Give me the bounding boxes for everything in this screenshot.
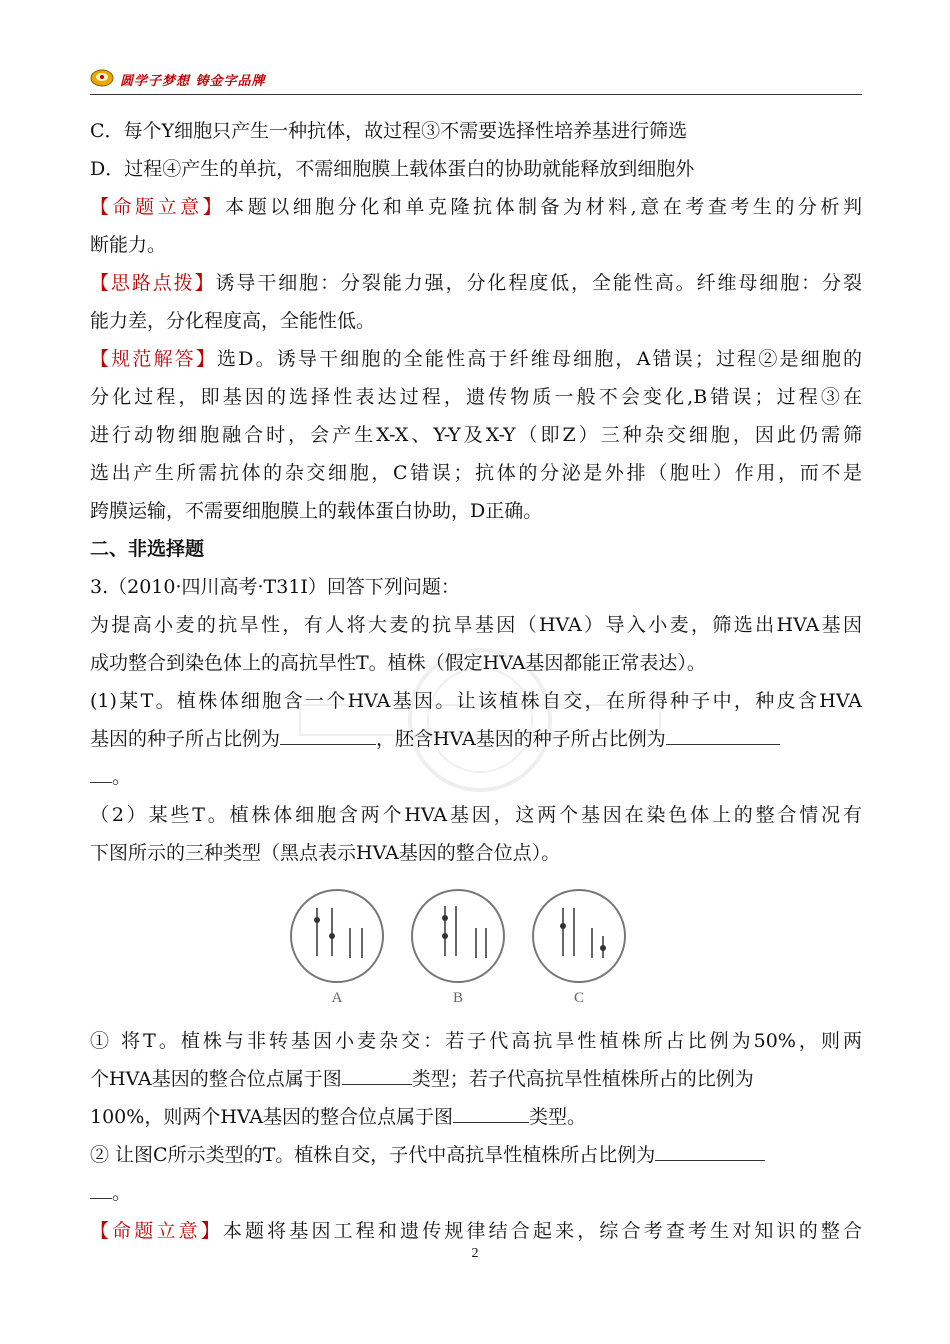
subq2-part2-line-1: ② 让图C所示类型的T。植株自交，子代中高抗旱性植株所占比例为 — [90, 1136, 862, 1174]
circle-c — [533, 890, 625, 982]
section-heading: 二、非选择题 — [90, 538, 205, 560]
figure-label-a: A — [331, 990, 343, 1006]
hva-site — [600, 945, 606, 951]
subq1-line-2: 基因的种子所占比例为 ，胚含HVA基因的种子所占比例为 — [90, 720, 862, 758]
subq2-part2-line-2: 。 — [90, 1174, 862, 1212]
figure-label-c: C — [573, 990, 585, 1006]
answer-line-2: 分化过程，即基因的选择性表达过程，遗传物质一般不会变化,B错误；过程③在 — [90, 386, 862, 408]
answer-blank[interactable] — [655, 1136, 765, 1161]
logo-icon — [90, 68, 114, 88]
circle-b — [412, 890, 504, 982]
answer-blank[interactable] — [280, 720, 376, 745]
answer-line-5: 跨膜运输，不需要细胞膜上的载体蛋白协助，D正确。 — [90, 500, 543, 522]
chromosome-figure — [90, 882, 862, 1022]
subq2-line-1: （2）某些T。植株体细胞含两个HVA基因，这两个基因在染色体上的整合情况有 — [90, 804, 862, 826]
answer-line-4: 选出产生所需抗体的杂交细胞，C错误；抗体的分泌是外排（胞吐）作用，而不是 — [90, 462, 862, 484]
subq1-line-1: (1)某T。植株体细胞含一个HVA基因。让该植株自交，在所得种子中，种皮含HVA — [90, 690, 862, 712]
page-number: 2 — [471, 1246, 479, 1261]
header-slogan: 圆学子梦想 铸金字品牌 — [120, 74, 266, 89]
answer-line-3: 进行动物细胞融合时，会产生X-X、Y-Y及X-Y（即Z）三种杂交细胞，因此仍需筛 — [90, 424, 862, 446]
answer-blank[interactable] — [90, 758, 112, 783]
page-header — [90, 64, 862, 94]
answer-line-1: 【规范解答】选D。诱导干细胞的全能性高于纤维母细胞，A错误；过程②是细胞的 — [90, 348, 862, 370]
chromosome-diagram — [290, 882, 630, 1022]
hva-site — [442, 915, 448, 921]
circle-a — [291, 890, 383, 982]
intent-tag: 【命题立意】 — [90, 196, 226, 218]
option-c: C．每个Y细胞只产生一种抗体，故过程③不需要选择性培养基进行筛选 — [90, 120, 688, 142]
subq2-line-2: 下图所示的三种类型（黑点表示HVA基因的整合位点）。 — [90, 842, 561, 864]
answer-blank[interactable] — [342, 1060, 412, 1085]
answer-blank[interactable] — [90, 1174, 112, 1199]
intent-tag: 【命题立意】 — [90, 1220, 223, 1242]
hint-line-1: 【思路点拨】诱导干细胞：分裂能力强，分化程度低，全能性高。纤维母细胞：分裂 — [90, 272, 862, 294]
hint-tag: 【思路点拨】 — [90, 272, 216, 294]
header-rule — [90, 94, 862, 95]
option-d: D．过程④产生的单抗，不需细胞膜上载体蛋白的协助就能释放到细胞外 — [90, 158, 695, 180]
intent-line-3: 【命题立意】本题将基因工程和遗传规律结合起来，综合考查考生对知识的整合 — [90, 1220, 862, 1242]
answer-tag: 【规范解答】 — [90, 348, 218, 370]
intent-line-2: 断能力。 — [90, 234, 167, 256]
hva-site — [314, 917, 320, 923]
document-body — [90, 112, 862, 1250]
question-stem-1: 为提高小麦的抗旱性，有人将大麦的抗旱基因（HVA）导入小麦，筛选出HVA基因 — [90, 614, 862, 636]
subq1-line-3: 。 — [90, 758, 862, 796]
answer-blank[interactable] — [666, 720, 780, 745]
subq2-part1-line-1: ① 将T。植株与非转基因小麦杂交：若子代高抗旱性植株所占比例为50%，则两 — [90, 1030, 862, 1052]
hva-site — [329, 933, 335, 939]
hint-line-2: 能力差，分化程度高，全能性低。 — [90, 310, 376, 332]
figure-label-b: B — [452, 990, 464, 1006]
question-number: 3.（2010·四川高考·T31Ⅰ）回答下列问题： — [90, 576, 460, 598]
intent-line-1: 【命题立意】本题以细胞分化和单克隆抗体制备为材料,意在考查考生的分析判 — [90, 196, 862, 218]
subq2-part1-line-3: 100%，则两个HVA基因的整合位点属于图 类型。 — [90, 1098, 862, 1136]
question-stem-2: 成功整合到染色体上的高抗旱性T。植株（假定HVA基因都能正常表达）。 — [90, 652, 706, 674]
answer-blank[interactable] — [453, 1098, 529, 1123]
subq2-part1-line-2: 个HVA基因的整合位点属于图 类型；若子代高抗旱性植株所占的比例为 — [90, 1060, 862, 1098]
hva-site — [442, 933, 448, 939]
hva-site — [560, 923, 566, 929]
